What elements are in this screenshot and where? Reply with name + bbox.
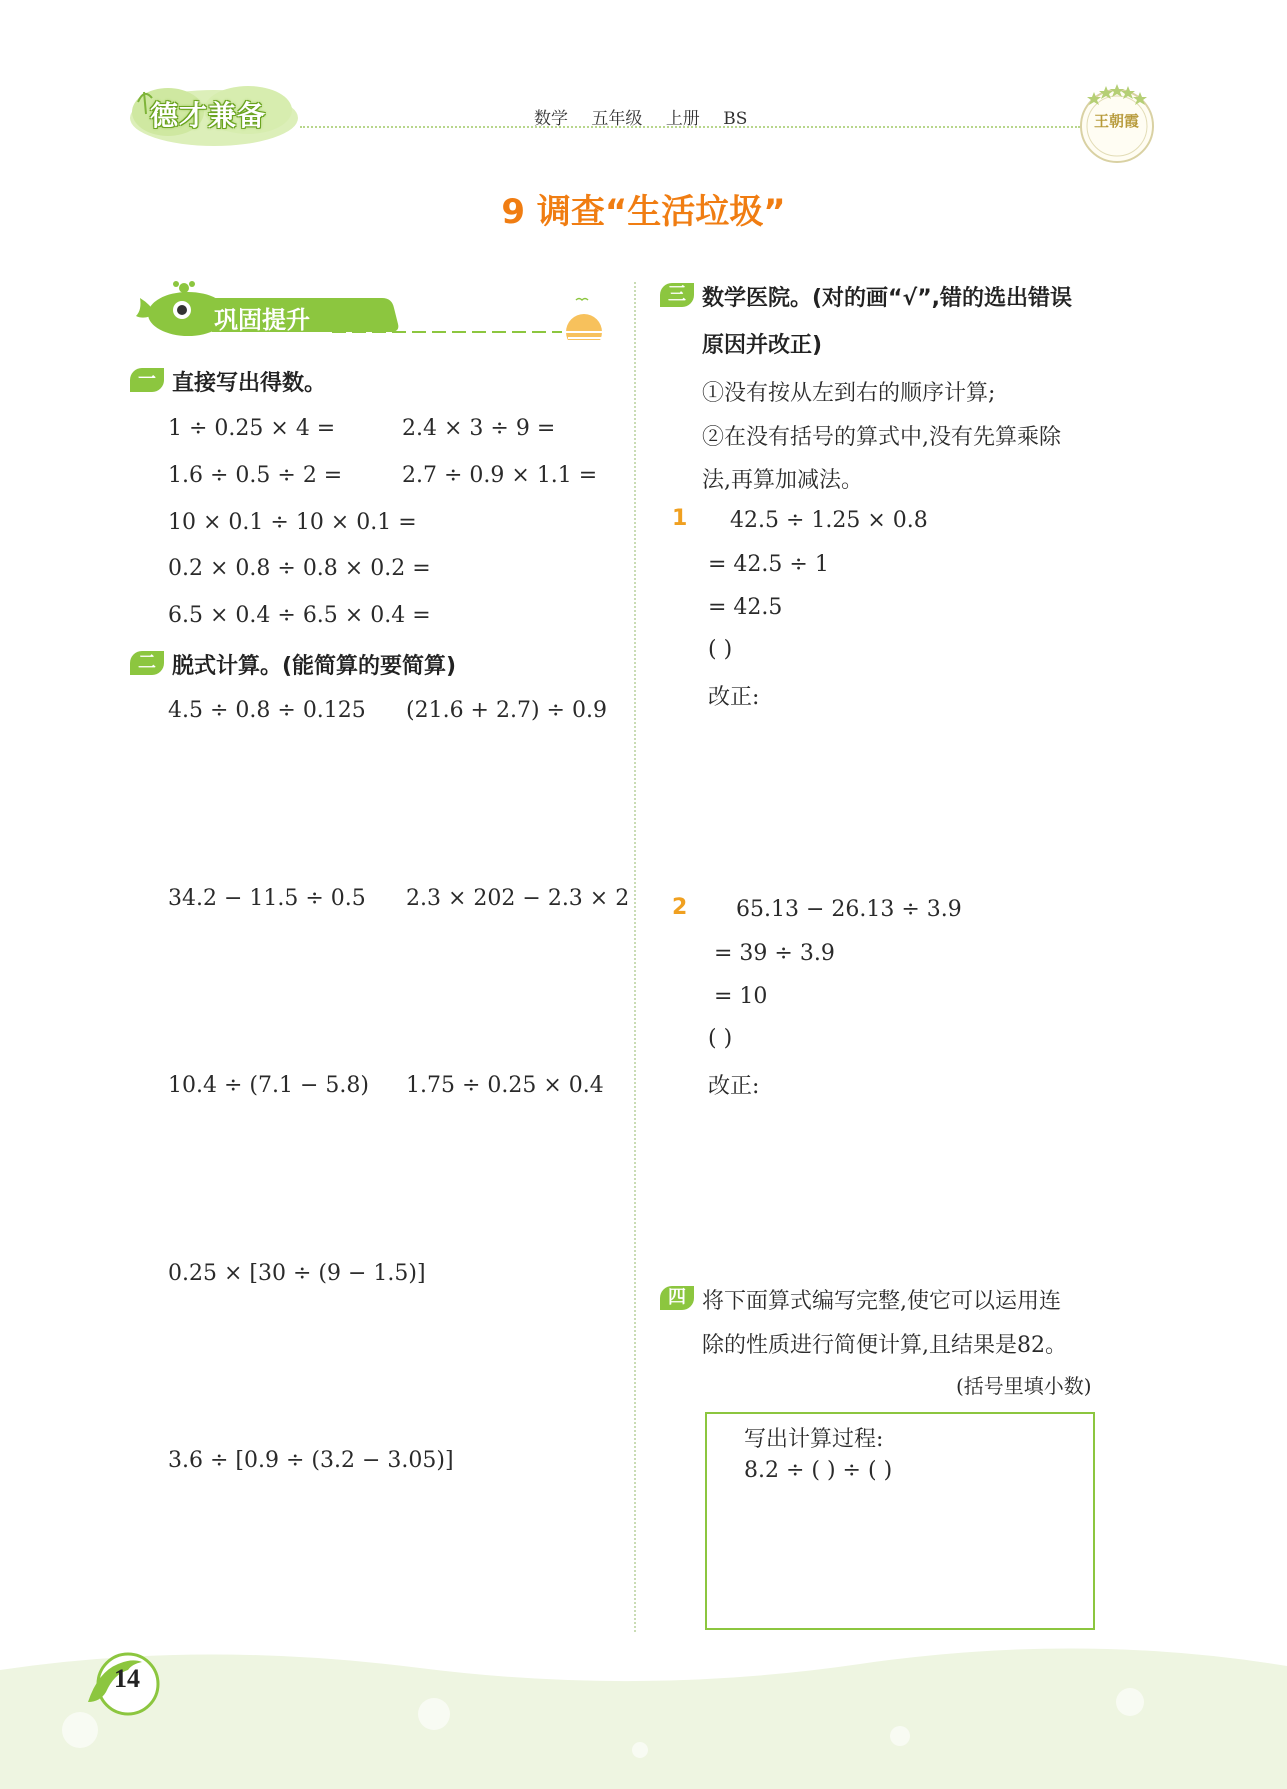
header-volume: 上册 <box>665 109 700 129</box>
section2-item-1: 4.5 ÷ 0.8 ÷ 0.125 <box>168 698 366 723</box>
section2-item-4: 2.3 × 202 − 2.3 × 2 <box>406 886 630 911</box>
reason-1: ①没有按从左到右的顺序计算; <box>702 381 996 406</box>
section1-item-3: 1.6 ÷ 0.5 ÷ 2 = <box>168 463 343 488</box>
problem-1-line3: = 42.5 <box>708 595 783 620</box>
problem-1-line2: = 42.5 ÷ 1 <box>708 552 829 577</box>
problem-2-number: 2 <box>672 895 688 920</box>
reason-2-line1: ②在没有括号的算式中,没有先算乘除 <box>702 425 1061 450</box>
problem-1-judgement: ( ) <box>708 637 733 662</box>
section-banner <box>132 280 612 340</box>
header-info <box>534 104 765 129</box>
problem-1-correction-label: 改正: <box>708 685 760 710</box>
section1-item-6: 0.2 × 0.8 ÷ 0.8 × 0.2 = <box>168 556 431 581</box>
page-title: 9 调查“生活垃圾” <box>501 192 786 232</box>
problem-2-line2: = 39 ÷ 3.9 <box>714 941 835 966</box>
section2-item-5: 10.4 ÷ (7.1 − 5.8) <box>168 1073 369 1098</box>
section1-title: 直接写出得数。 <box>172 371 327 396</box>
problem-1-number: 1 <box>672 506 688 531</box>
section4-line2: 除的性质进行简便计算,且结果是82。 <box>702 1333 1067 1358</box>
section1-item-2: 2.4 × 3 ÷ 9 = <box>402 416 556 441</box>
section4-line1: 将下面算式编写完整,使它可以运用连 <box>702 1289 1061 1314</box>
reason-2-line2: 法,再算加减法。 <box>702 468 863 493</box>
page-number: 14 <box>114 1664 140 1693</box>
problem-2-judgement: ( ) <box>708 1026 733 1051</box>
section1-item-5: 10 × 0.1 ÷ 10 × 0.1 = <box>168 510 417 535</box>
problem-2-line3: = 10 <box>714 984 768 1009</box>
section1-item-7: 6.5 × 0.4 ÷ 6.5 × 0.4 = <box>168 603 431 628</box>
header-edition: BS <box>723 109 748 129</box>
section2-item-2: (21.6 + 2.7) ÷ 0.9 <box>406 698 607 723</box>
section3-title-line1: 数学医院。(对的画“√”,错的选出错误 <box>702 286 1073 311</box>
problem-2-correction-label: 改正: <box>708 1074 760 1099</box>
section2-item-3: 34.2 − 11.5 ÷ 0.5 <box>168 886 366 911</box>
header-subject: 数学 <box>534 109 568 129</box>
section-marker-1: 一 <box>130 368 164 392</box>
header-grade: 五年级 <box>591 109 643 129</box>
answer-box-label: 写出计算过程: <box>744 1427 884 1452</box>
section2-title: 脱式计算。(能简算的要简算) <box>172 654 457 679</box>
section-marker-4: 四 <box>660 1286 694 1310</box>
section4-note: (括号里填小数) <box>956 1374 1092 1398</box>
section1-item-4: 2.7 ÷ 0.9 × 1.1 = <box>402 463 598 488</box>
problem-1-line1: 42.5 ÷ 1.25 × 0.8 <box>730 508 928 533</box>
section2-item-6: 1.75 ÷ 0.25 × 0.4 <box>406 1073 604 1098</box>
section2-item-7: 0.25 × [30 ÷ (9 − 1.5)] <box>168 1261 426 1286</box>
section2-item-8: 3.6 ÷ [0.9 ÷ (3.2 − 3.05)] <box>168 1448 454 1473</box>
section1-item-1: 1 ÷ 0.25 × 4 = <box>168 416 336 441</box>
section-marker-2: 二 <box>130 651 164 675</box>
section3-title-line2: 原因并改正) <box>702 333 823 358</box>
footer-wave <box>0 1640 1287 1789</box>
answer-box-expression: 8.2 ÷ ( ) ÷ ( ) <box>744 1458 893 1483</box>
banner-label: 巩固提升 <box>214 306 310 334</box>
section-marker-3: 三 <box>660 283 694 307</box>
badge-text: 王朝霞 <box>1094 112 1140 130</box>
column-divider <box>634 282 636 1632</box>
problem-2-line1: 65.13 − 26.13 ÷ 3.9 <box>736 897 962 922</box>
logo-text: 德才兼备 <box>150 99 267 132</box>
